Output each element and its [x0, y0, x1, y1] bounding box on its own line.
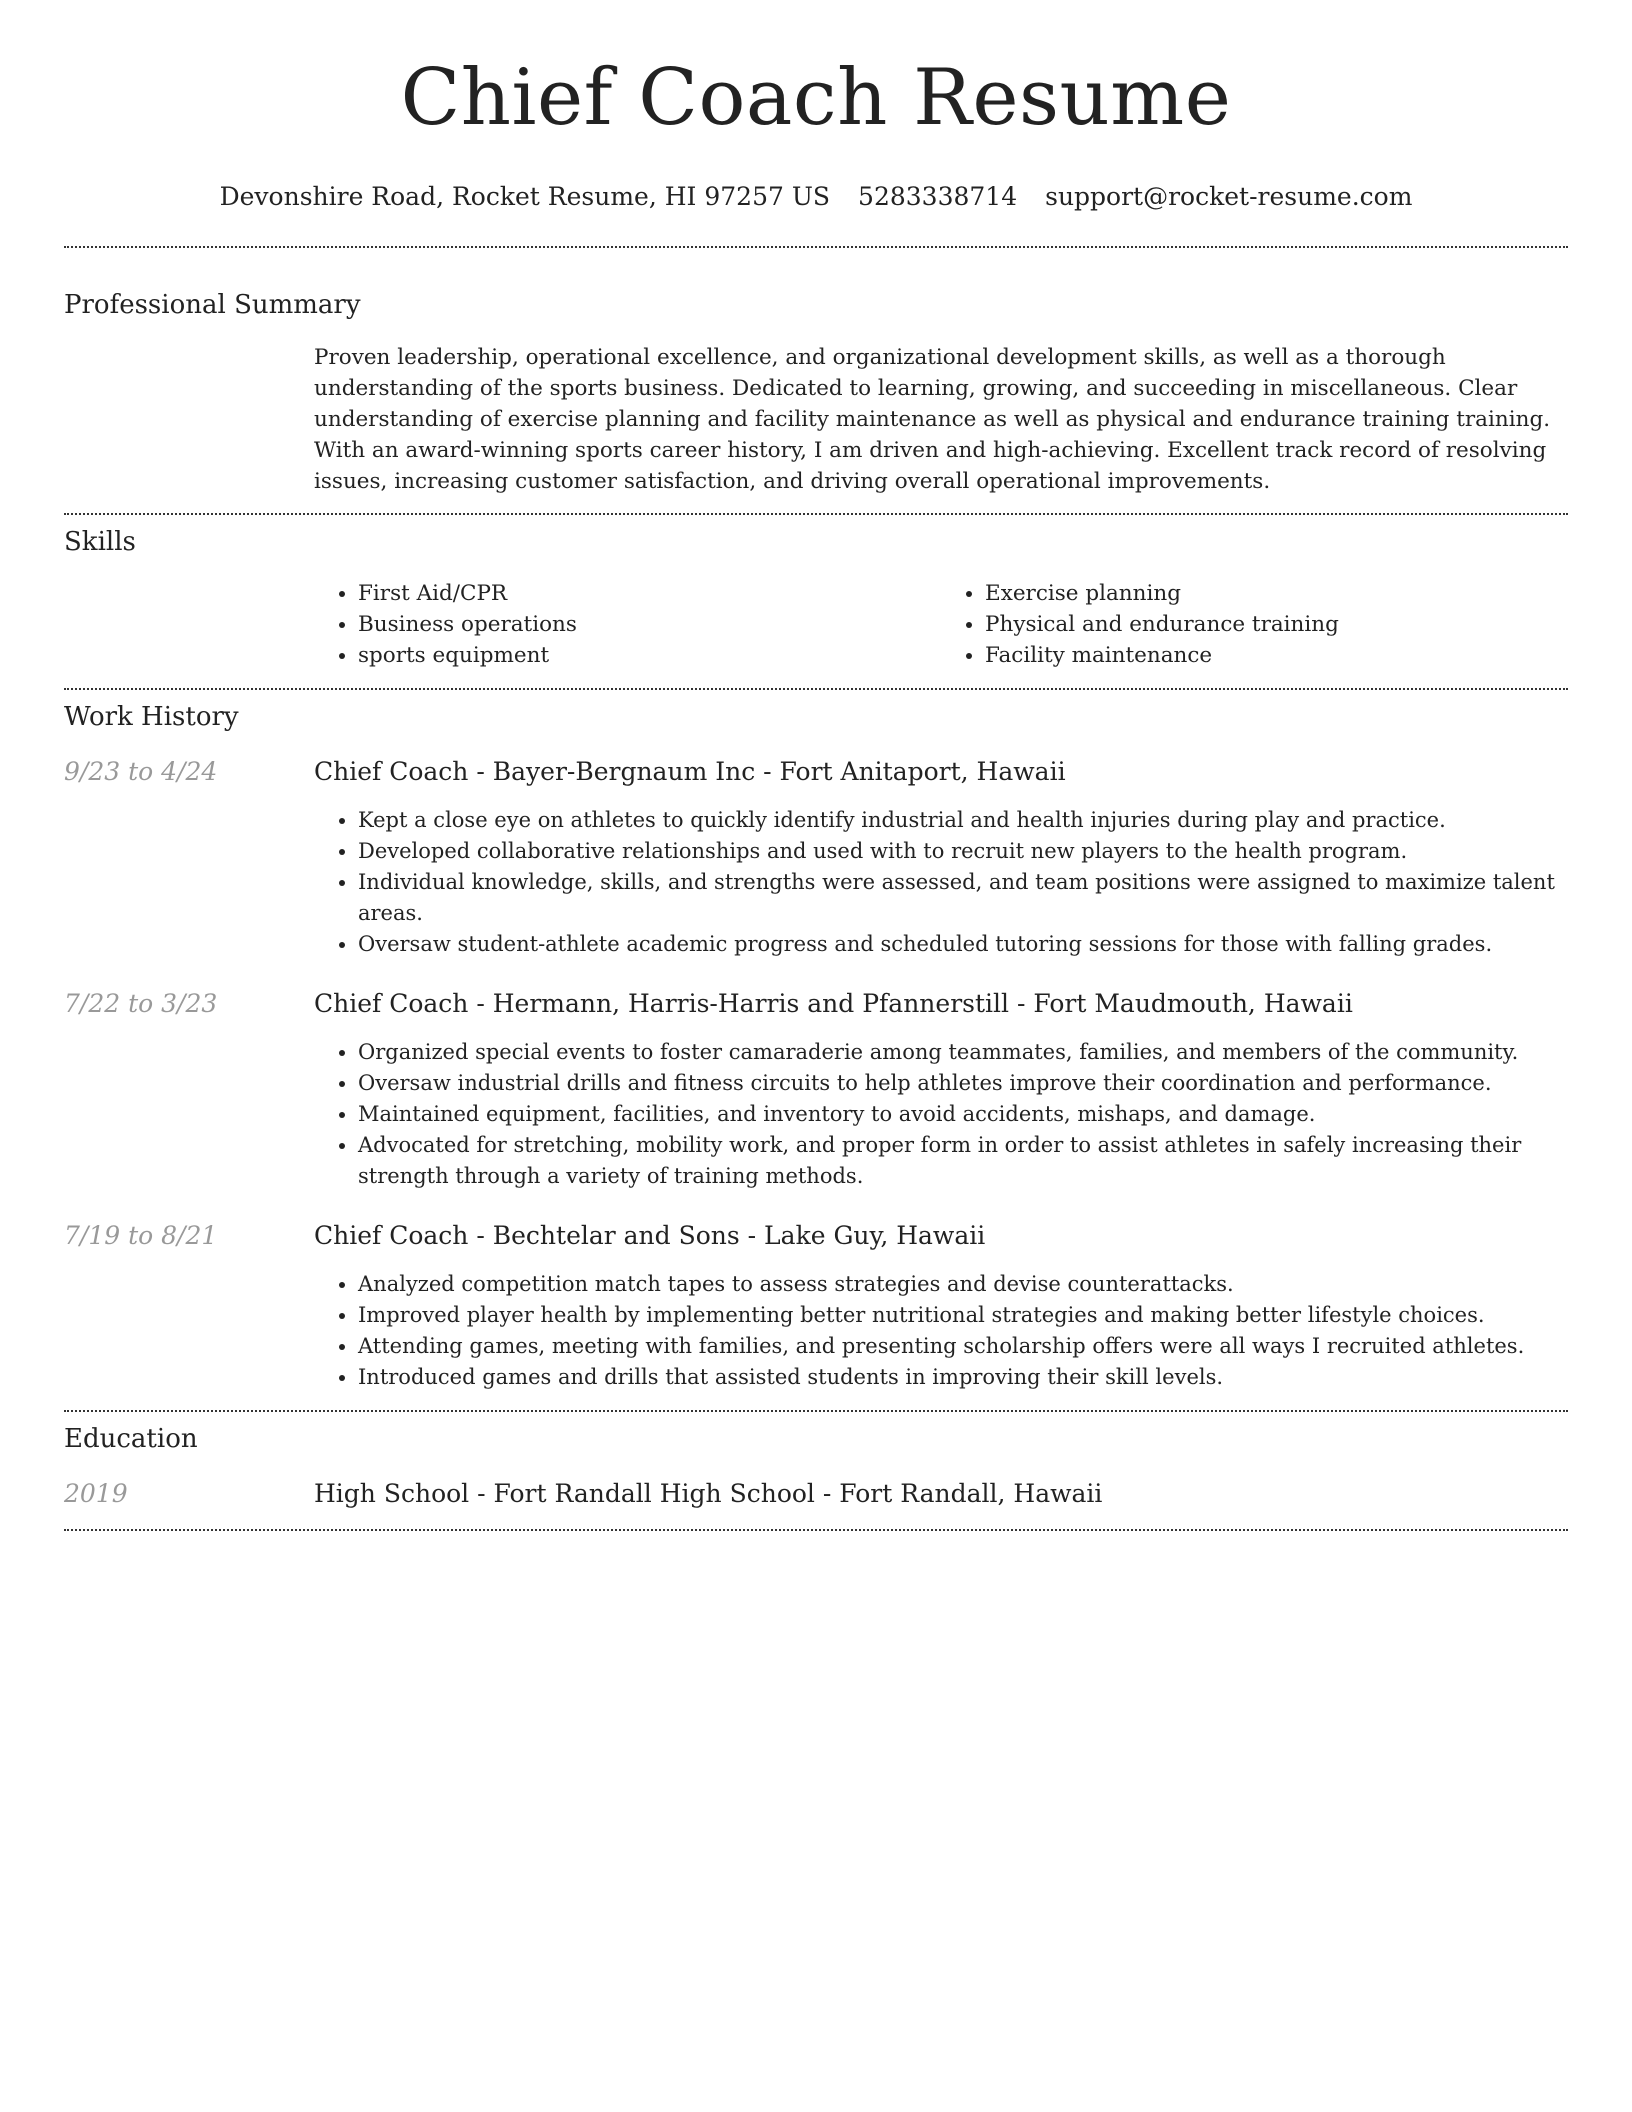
- section-heading-skills: Skills: [64, 526, 136, 557]
- job-bullet: • Maintained equipment, facilities, and inventory to avoid accidents, mishaps, and damage.: [358, 1099, 1568, 1130]
- job-dates: 7/22 to 3/23: [64, 989, 218, 1019]
- section-heading-education: Education: [64, 1424, 198, 1455]
- skill-item: • First Aid/CPR: [358, 578, 941, 609]
- section-heading-work: Work History: [64, 701, 239, 732]
- contact-address: Devonshire Road, Rocket Resume, HI 97257 US: [219, 181, 831, 211]
- job-bullet: • Individual knowledge, skills, and strengths were assessed, and team positions were assigned to maximize talent areas.: [358, 867, 1568, 929]
- education-year: 2019: [64, 1479, 128, 1509]
- job-bullet: • Attending games, meeting with families, and presenting scholarship offers were all ways I recruited athletes.: [358, 1331, 1568, 1362]
- job-bullet: • Improved player health by implementing better nutritional strategies and making better lifestyle choices.: [358, 1300, 1568, 1331]
- job-entry: [64, 989, 1568, 1192]
- job-bullet: • Oversaw industrial drills and fitness circuits to help athletes improve their coordination and performance.: [358, 1068, 1568, 1099]
- contact-phone: 5283338714: [858, 181, 1018, 211]
- job-bullet: • Oversaw student-athlete academic progress and scheduled tutoring sessions for those with falling grades.: [358, 929, 1568, 960]
- job-bullet: • Analyzed competition match tapes to assess strategies and devise counterattacks.: [358, 1269, 1568, 1300]
- skill-item: • Facility maintenance: [985, 640, 1568, 671]
- skill-item: • Physical and endurance training: [985, 609, 1568, 640]
- job-title: Chief Coach - Bechtelar and Sons - Lake Guy, Hawaii: [314, 1221, 986, 1251]
- job-dates: 7/19 to 8/21: [64, 1221, 218, 1251]
- resume-title: Chief Coach Resume: [400, 53, 1232, 143]
- summary-text: Proven leadership, operational excellence, and organizational development skills, as well as a thorough understanding of the sports business. Dedicated to learning, growing, and succeeding in miscellaneous. Clear understanding of exercise planning and facility maintenance as well as physical and endurance training training. With an award-winning sports career history, I am driven and high-achieving. Excellent track record of resolving issues, increasing customer satisfaction, and driving overall operational improvements.: [314, 344, 1551, 494]
- job-title: Chief Coach - Hermann, Harris-Harris and Pfannerstill - Fort Maudmouth, Hawaii: [314, 989, 1353, 1019]
- job-bullet: • Introduced games and drills that assisted students in improving their skill levels.: [358, 1362, 1568, 1393]
- education-title: High School - Fort Randall High School - Fort Randall, Hawaii: [314, 1479, 1103, 1509]
- skill-item: • Exercise planning: [985, 578, 1568, 609]
- skills-grid: [314, 578, 1568, 671]
- divider: [64, 1529, 1568, 1531]
- job-title: Chief Coach - Bayer-Bergnaum Inc - Fort Anitaport, Hawaii: [314, 757, 1066, 787]
- job-bullets: [314, 1037, 1568, 1192]
- divider: [64, 246, 1568, 248]
- contact-email[interactable]: support@rocket-resume.com: [1045, 181, 1413, 211]
- resume-page: [64, 0, 1568, 1531]
- skills-row: [64, 578, 1568, 671]
- job-bullets: [314, 805, 1568, 960]
- job-bullet: • Kept a close eye on athletes to quickly identify industrial and health injuries during play and practice.: [358, 805, 1568, 836]
- contact-line: [64, 182, 1568, 212]
- job-dates: 9/23 to 4/24: [64, 757, 218, 787]
- skill-item: • sports equipment: [358, 640, 941, 671]
- divider: [64, 513, 1568, 515]
- section-heading-summary: Professional Summary: [64, 289, 361, 320]
- skill-item: • Business operations: [358, 609, 941, 640]
- job-entry: [64, 1221, 1568, 1393]
- divider: [64, 688, 1568, 690]
- skills-column-1: [314, 578, 941, 671]
- job-bullets: [314, 1269, 1568, 1393]
- job-bullet: • Organized special events to foster camaraderie among teammates, families, and members of the community.: [358, 1037, 1568, 1068]
- divider: [64, 1410, 1568, 1412]
- job-bullet: • Developed collaborative relationships and used with to recruit new players to the health program.: [358, 836, 1568, 867]
- education-entry: [64, 1479, 1568, 1509]
- job-bullet: • Advocated for stretching, mobility work, and proper form in order to assist athletes in safely increasing their strength through a variety of training methods.: [358, 1130, 1568, 1192]
- job-entry: [64, 757, 1568, 960]
- skills-column-2: [941, 578, 1568, 671]
- summary-row: [64, 342, 1568, 497]
